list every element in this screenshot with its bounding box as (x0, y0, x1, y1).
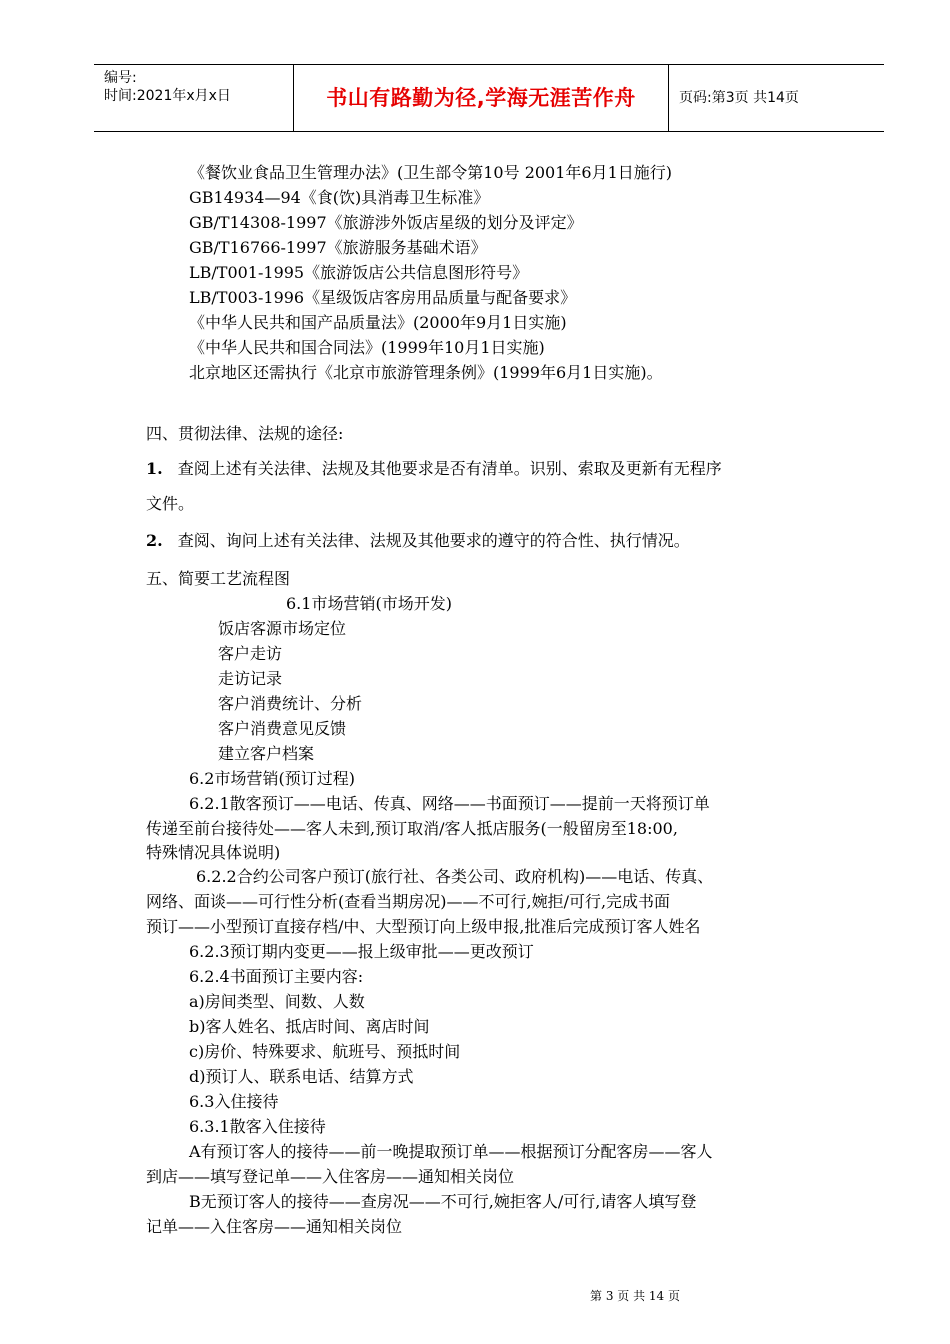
number-label: 编号: (104, 70, 137, 86)
list-item: 客户消费统计、分析 (218, 694, 363, 713)
item-number: 2. (146, 531, 163, 550)
header-motto: 书山有路勤为径,学海无涯苦作舟 (294, 65, 669, 131)
list-item: c)房价、特殊要求、航班号、预抵时间 (189, 1042, 461, 1061)
law-item: GB14934—94《食(饮)具消毒卫生标准》 (189, 188, 490, 207)
law-item: 《中华人民共和国产品质量法》(2000年9月1日实施) (189, 313, 567, 332)
section-4-item-2 (146, 528, 690, 551)
list-item: 客户走访 (218, 644, 283, 663)
paragraph-line: 6.2.2合约公司客户预订(旅行社、各类公司、政府机构)——电话、传真、 (196, 867, 714, 886)
item-text: 查阅上述有关法律、法规及其他要求是否有清单。识别、索取及更新有无程序 (177, 459, 722, 478)
paragraph-line: 记单——入住客房——通知相关岗位 (146, 1217, 403, 1236)
law-item: GB/T14308-1997《旅游涉外饭店星级的划分及评定》 (189, 213, 583, 232)
subsection-6-2-4-title: 6.2.4书面预订主要内容: (189, 967, 364, 986)
list-item: d)预订人、联系电话、结算方式 (189, 1067, 414, 1086)
section-4-title: 四、贯彻法律、法规的途径: (146, 424, 344, 443)
subsection-6-1-title: 6.1市场营销(市场开发) (286, 594, 452, 613)
paragraph-line: B无预订客人的接待——查房况——不可行,婉拒客人/可行,请客人填写登 (189, 1192, 697, 1211)
item-text: 查阅、询问上述有关法律、法规及其他要求的遵守的符合性、执行情况。 (177, 531, 690, 550)
section-5-title: 五、简要工艺流程图 (146, 569, 291, 588)
paragraph-line: 预订——小型预订直接存档/中、大型预订向上级申报,批准后完成预订客人姓名 (146, 917, 701, 936)
law-item: 北京地区还需执行《北京市旅游管理条例》(1999年6月1日实施)。 (189, 363, 663, 382)
paragraph-line: 传递至前台接待处——客人未到,预订取消/客人抵店服务(一般留房至18:00, (146, 819, 678, 838)
paragraph-line: A有预订客人的接待——前一晚提取预订单——根据预订分配客房——客人 (189, 1142, 713, 1161)
header-meta (94, 65, 294, 131)
page-footer: 第 3 页 共 14 页 (590, 1289, 680, 1303)
list-item: b)客人姓名、抵店时间、离店时间 (189, 1017, 430, 1036)
list-item: a)房间类型、间数、人数 (189, 992, 365, 1011)
subsection-6-3-1-title: 6.3.1散客入住接待 (189, 1117, 326, 1136)
paragraph-line: 6.2.1散客预订——电话、传真、网络——书面预订——提前一天将预订单 (189, 794, 710, 813)
header-page-label: 页码:第3页 共14页 (679, 90, 799, 106)
paragraph-line: 6.2.3预订期内变更——报上级审批——更改预订 (189, 942, 534, 961)
paragraph-line: 网络、面谈——可行性分析(查看当期房况)——不可行,婉拒/可行,完成书面 (146, 892, 671, 911)
list-item: 客户消费意见反馈 (218, 719, 347, 738)
page-header (94, 64, 884, 132)
section-4-item-1 (146, 456, 722, 479)
law-item: LB/T001-1995《旅游饭店公共信息图形符号》 (189, 263, 529, 282)
paragraph-line: 特殊情况具体说明) (146, 843, 281, 862)
list-item: 走访记录 (218, 669, 283, 688)
subsection-6-3-title: 6.3入住接待 (189, 1092, 279, 1111)
section-4-item-1-cont: 文件。 (146, 494, 195, 513)
subsection-6-2-title: 6.2市场营销(预订过程) (189, 769, 355, 788)
list-item: 建立客户档案 (218, 744, 315, 763)
law-item: GB/T16766-1997《旅游服务基础术语》 (189, 238, 487, 257)
law-item: LB/T003-1996《星级饭店客房用品质量与配备要求》 (189, 288, 577, 307)
time-label: 时间:2021年x月x日 (104, 88, 231, 104)
item-number: 1. (146, 459, 163, 478)
law-item: 《餐饮业食品卫生管理办法》(卫生部令第10号 2001年6月1日施行) (189, 163, 673, 182)
paragraph-line: 到店——填写登记单——入住客房——通知相关岗位 (146, 1167, 515, 1186)
law-item: 《中华人民共和国合同法》(1999年10月1日实施) (189, 338, 545, 357)
list-item: 饭店客源市场定位 (218, 619, 347, 638)
